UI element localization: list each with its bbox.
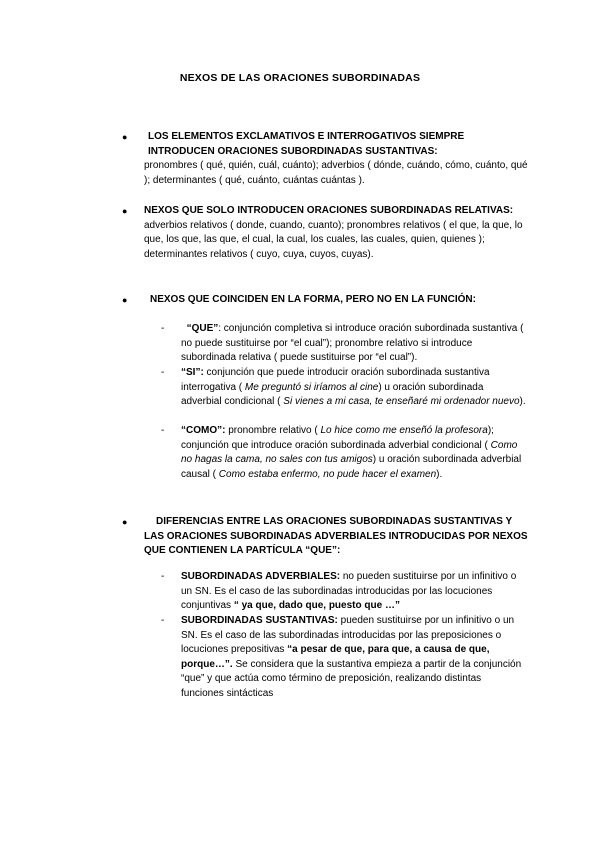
bullet-icon: ● <box>122 206 128 216</box>
item-text: SUBORDINADAS SUSTANTIVAS: pueden sustituirse por un infinitivo o un SN. Es el caso de las subordinadas introducidas por las preposiciones o locuciones prepositivas “a pesar de que, para que, a causa de que, porque…”. Se considera que la sustantiva empieza a partir de la conjunción “que” y que actúa como término de preposición, realizando distintas funciones sintácticas <box>181 615 522 699</box>
item-text: “QUE”: conjunción completiva si introduce oración subordinada sustantiva ( no puede sustituirse por “el cual”); pronombre relativo si introduce subordinada relativa ( puede sustituirse por “el cual”). <box>181 323 524 363</box>
page-title: NEXOS DE LAS ORACIONES SUBORDINADAS <box>179 72 421 84</box>
item-term: SUBORDINADAS ADVERBIALES: <box>181 571 341 582</box>
section-heading: NEXOS QUE SOLO INTRODUCEN ORACIONES SUBORDINADAS RELATIVAS: <box>144 205 514 216</box>
item-term: SUBORDINADAS SUSTANTIVAS: <box>181 615 338 626</box>
example-text: Como estaba enfermo, no pude hacer el examen <box>218 468 437 480</box>
list-item-si <box>161 366 526 410</box>
section-exclamativos <box>122 130 530 188</box>
list-item-sustantivas <box>161 614 526 701</box>
example-text: Lo hice como me enseñó la profesora <box>320 425 488 436</box>
item-term: “QUE” <box>186 323 219 334</box>
list-item-que <box>161 322 526 366</box>
section-heading: DIFERENCIAS ENTRE LAS ORACIONES SUBORDINADAS SUSTANTIVAS Y LAS ORACIONES SUBORDINADAS ADVERBIALES INTRODUCIDAS POR NEXOS QUE CONTIENEN LA PARTÍCULA “QUE”: <box>144 516 528 556</box>
list-item-como <box>161 424 526 482</box>
item-text: “SI”: conjunción que puede introducir oración subordinada sustantiva interrogativa ( Me preguntó si iríamos al cine) u oración subordinada adverbial condicional ( Si vienes a mi casa, te enseñaré mi ordenador nuevo). <box>181 367 526 407</box>
bullet-icon: ● <box>122 517 128 527</box>
section-body: pronombres ( qué, quién, cuál, cuánto); adverbios ( dónde, cuándo, cómo, cuánto, qué ); determinantes ( qué, cuánto, cuántas cuántas ). <box>144 160 528 186</box>
dash-icon: - <box>161 367 165 378</box>
dash-icon: - <box>161 571 165 582</box>
section-diferencias <box>122 515 530 559</box>
dash-icon: - <box>161 323 165 334</box>
section-heading: NEXOS QUE COINCIDEN EN LA FORMA, PERO NO EN LA FUNCIÓN: <box>150 294 476 305</box>
item-emphasis: “a pesar de que, para que, a causa de que, porque…”. <box>181 644 490 670</box>
dash-icon: - <box>161 425 165 436</box>
section-paragraph <box>144 204 530 262</box>
dash-icon: - <box>161 615 165 626</box>
example-text: Me preguntó si iríamos al cine <box>244 381 379 393</box>
section-relativas <box>122 204 530 262</box>
item-emphasis: “ ya que, dado que, puesto que …” <box>233 600 400 611</box>
example-text: Si vienes a mi casa, te enseñaré mi ordenador nuevo <box>283 396 520 407</box>
item-text: “COMO”: pronombre relativo ( Lo hice como me enseñó la profesora); conjunción que introduce oración subordinada adverbial condicional ( Como no hagas la cama, no sales con tus amigos) u oración subordinada adverbial causal ( Como estaba enfermo, no pude hacer el examen). <box>181 425 522 480</box>
example-text: Como no hagas la cama, no sales con tus amigos <box>181 439 518 465</box>
item-term: “COMO”: <box>181 425 226 436</box>
item-text: SUBORDINADAS ADVERBIALES: no pueden sustituirse por un infinitivo o un SN. Es el caso de las subordinadas introducidas por las locuciones conjuntivas “ ya que, dado que, puesto que …” <box>181 571 517 611</box>
section-coinciden <box>122 293 530 308</box>
bullet-icon: ● <box>122 132 128 142</box>
section-heading: LOS ELEMENTOS EXCLAMATIVOS E INTERROGATIVOS SIEMPRE INTRODUCEN ORACIONES SUBORDINADAS SUSTANTIVAS: <box>148 131 465 157</box>
bullet-icon: ● <box>122 295 128 305</box>
list-item-adverbiales <box>161 570 526 614</box>
item-term: “SI”: <box>181 367 204 378</box>
section-body: adverbios relativos ( donde, cuando, cuanto); pronombres relativos ( el que, la que, lo que, los que, las que, el cual, la cual, los cuales, las cuales, quien, quienes ); determinantes relativos ( cuyo, cuya, cuyos, cuyas). <box>144 219 523 260</box>
